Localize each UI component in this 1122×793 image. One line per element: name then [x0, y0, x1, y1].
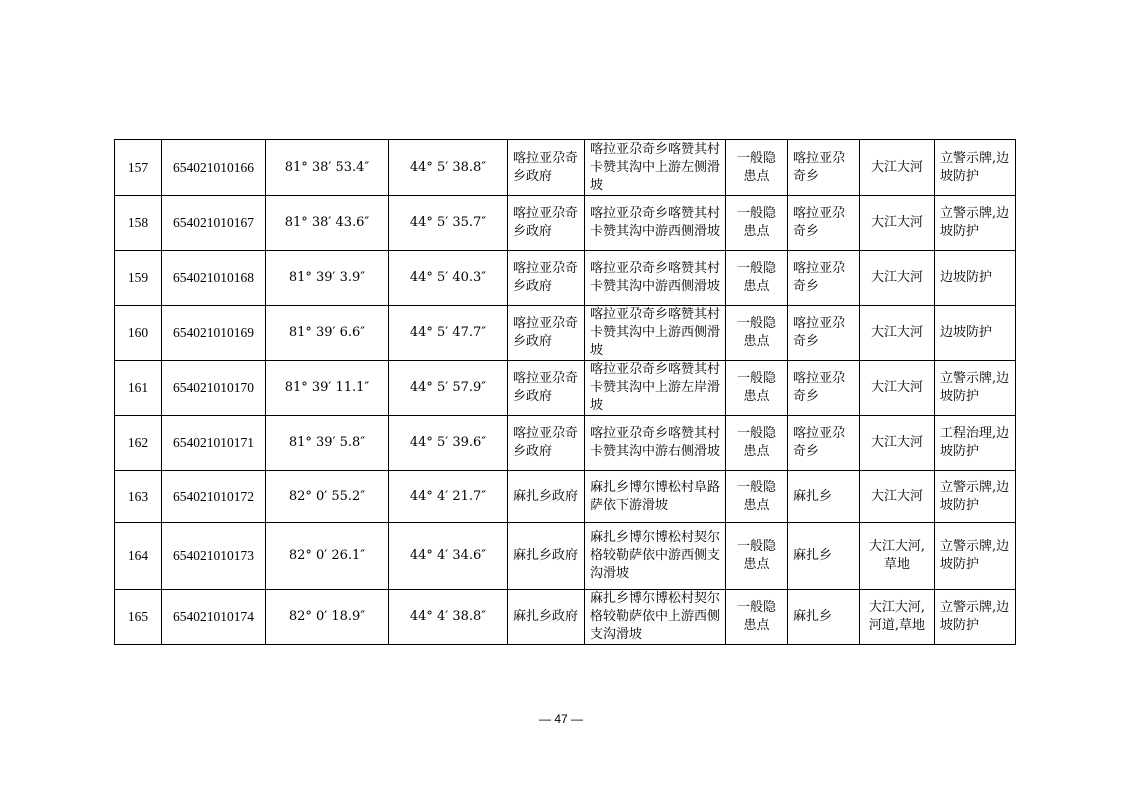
longitude-cell: 81° 39′ 3.9″: [266, 251, 389, 306]
hazard-code-cell: 654021010172: [162, 471, 266, 523]
prevention-measure-cell: 工程治理,边坡防护: [935, 416, 1016, 471]
row-number-cell: 165: [115, 590, 162, 645]
latitude-cell: 44° 5′ 35.7″: [389, 196, 508, 251]
longitude-cell: 81° 38′ 53.4″: [266, 140, 389, 196]
township-cell: 麻扎乡: [788, 523, 860, 590]
responsible-unit-cell: 喀拉亚尕奇乡政府: [508, 140, 585, 196]
township-cell: 麻扎乡: [788, 471, 860, 523]
longitude-cell: 82° 0′ 18.9″: [266, 590, 389, 645]
responsible-unit-cell: 喀拉亚尕奇乡政府: [508, 251, 585, 306]
page-number: — 47 —: [538, 712, 583, 726]
hazard-level-cell: 一般隐患点: [726, 523, 788, 590]
responsible-unit-cell: 喀拉亚尕奇乡政府: [508, 196, 585, 251]
row-number-cell: 157: [115, 140, 162, 196]
longitude-cell: 81° 39′ 11.1″: [266, 361, 389, 416]
responsible-unit-cell: 麻扎乡政府: [508, 471, 585, 523]
responsible-unit-cell: 喀拉亚尕奇乡政府: [508, 361, 585, 416]
row-number-cell: 163: [115, 471, 162, 523]
row-number-cell: 161: [115, 361, 162, 416]
longitude-cell: 81° 39′ 5.8″: [266, 416, 389, 471]
table-row: [115, 306, 1016, 361]
threat-object-cell: 大江大河: [860, 251, 935, 306]
hazard-code-cell: 654021010171: [162, 416, 266, 471]
table-row: [115, 590, 1016, 645]
latitude-cell: 44° 4′ 38.8″: [389, 590, 508, 645]
hazard-location-cell: 喀拉亚尕奇乡喀赞其村卡赞其沟中上游西侧滑坡: [585, 306, 726, 361]
responsible-unit-cell: 喀拉亚尕奇乡政府: [508, 306, 585, 361]
prevention-measure-cell: 立警示牌,边坡防护: [935, 361, 1016, 416]
township-cell: 喀拉亚尕奇乡: [788, 361, 860, 416]
hazard-location-cell: 喀拉亚尕奇乡喀赞其村卡赞其沟中游右侧滑坡: [585, 416, 726, 471]
hazard-location-cell: 麻扎乡博尔博松村阜路萨依下游滑坡: [585, 471, 726, 523]
hazard-level-cell: 一般隐患点: [726, 590, 788, 645]
longitude-cell: 82° 0′ 55.2″: [266, 471, 389, 523]
township-cell: 喀拉亚尕奇乡: [788, 416, 860, 471]
longitude-cell: 81° 38′ 43.6″: [266, 196, 389, 251]
prevention-measure-cell: 立警示牌,边坡防护: [935, 140, 1016, 196]
hazard-level-cell: 一般隐患点: [726, 251, 788, 306]
threat-object-cell: 大江大河: [860, 196, 935, 251]
hazard-location-cell: 喀拉亚尕奇乡喀赞其村卡赞其沟中游西侧滑坡: [585, 251, 726, 306]
latitude-cell: 44° 4′ 21.7″: [389, 471, 508, 523]
hazard-level-cell: 一般隐患点: [726, 196, 788, 251]
hazard-level-cell: 一般隐患点: [726, 361, 788, 416]
hazard-code-cell: 654021010173: [162, 523, 266, 590]
row-number-cell: 164: [115, 523, 162, 590]
hazard-table: [114, 139, 1016, 645]
row-number-cell: 162: [115, 416, 162, 471]
table-row: [115, 471, 1016, 523]
longitude-cell: 81° 39′ 6.6″: [266, 306, 389, 361]
latitude-cell: 44° 4′ 34.6″: [389, 523, 508, 590]
hazard-location-cell: 喀拉亚尕奇乡喀赞其村卡赞其沟中上游左侧滑坡: [585, 140, 726, 196]
hazard-level-cell: 一般隐患点: [726, 306, 788, 361]
row-number-cell: 158: [115, 196, 162, 251]
table-row: [115, 523, 1016, 590]
prevention-measure-cell: 立警示牌,边坡防护: [935, 523, 1016, 590]
table-row: [115, 140, 1016, 196]
hazard-code-cell: 654021010170: [162, 361, 266, 416]
hazard-code-cell: 654021010167: [162, 196, 266, 251]
threat-object-cell: 大江大河: [860, 306, 935, 361]
hazard-code-cell: 654021010166: [162, 140, 266, 196]
hazard-code-cell: 654021010174: [162, 590, 266, 645]
latitude-cell: 44° 5′ 57.9″: [389, 361, 508, 416]
latitude-cell: 44° 5′ 47.7″: [389, 306, 508, 361]
threat-object-cell: 大江大河: [860, 361, 935, 416]
hazard-location-cell: 麻扎乡博尔博松村契尔格较勒萨依中上游西侧支沟滑坡: [585, 590, 726, 645]
hazard-location-cell: 喀拉亚尕奇乡喀赞其村卡赞其沟中上游左岸滑坡: [585, 361, 726, 416]
table-row: [115, 361, 1016, 416]
threat-object-cell: 大江大河,草地: [860, 523, 935, 590]
threat-object-cell: 大江大河: [860, 471, 935, 523]
township-cell: 喀拉亚尕奇乡: [788, 251, 860, 306]
hazard-level-cell: 一般隐患点: [726, 471, 788, 523]
township-cell: 喀拉亚尕奇乡: [788, 140, 860, 196]
township-cell: 麻扎乡: [788, 590, 860, 645]
township-cell: 喀拉亚尕奇乡: [788, 196, 860, 251]
hazard-location-cell: 麻扎乡博尔博松村契尔格较勒萨依中游西侧支沟滑坡: [585, 523, 726, 590]
threat-object-cell: 大江大河: [860, 140, 935, 196]
hazard-level-cell: 一般隐患点: [726, 416, 788, 471]
row-number-cell: 159: [115, 251, 162, 306]
prevention-measure-cell: 边坡防护: [935, 251, 1016, 306]
hazard-location-cell: 喀拉亚尕奇乡喀赞其村卡赞其沟中游西侧滑坡: [585, 196, 726, 251]
longitude-cell: 82° 0′ 26.1″: [266, 523, 389, 590]
latitude-cell: 44° 5′ 39.6″: [389, 416, 508, 471]
hazard-code-cell: 654021010169: [162, 306, 266, 361]
table-row: [115, 196, 1016, 251]
prevention-measure-cell: 立警示牌,边坡防护: [935, 196, 1016, 251]
row-number-cell: 160: [115, 306, 162, 361]
latitude-cell: 44° 5′ 40.3″: [389, 251, 508, 306]
responsible-unit-cell: 麻扎乡政府: [508, 523, 585, 590]
responsible-unit-cell: 麻扎乡政府: [508, 590, 585, 645]
prevention-measure-cell: 边坡防护: [935, 306, 1016, 361]
hazard-level-cell: 一般隐患点: [726, 140, 788, 196]
latitude-cell: 44° 5′ 38.8″: [389, 140, 508, 196]
table-row: [115, 251, 1016, 306]
threat-object-cell: 大江大河,河道,草地: [860, 590, 935, 645]
township-cell: 喀拉亚尕奇乡: [788, 306, 860, 361]
prevention-measure-cell: 立警示牌,边坡防护: [935, 590, 1016, 645]
prevention-measure-cell: 立警示牌,边坡防护: [935, 471, 1016, 523]
threat-object-cell: 大江大河: [860, 416, 935, 471]
table-row: [115, 416, 1016, 471]
responsible-unit-cell: 喀拉亚尕奇乡政府: [508, 416, 585, 471]
hazard-code-cell: 654021010168: [162, 251, 266, 306]
